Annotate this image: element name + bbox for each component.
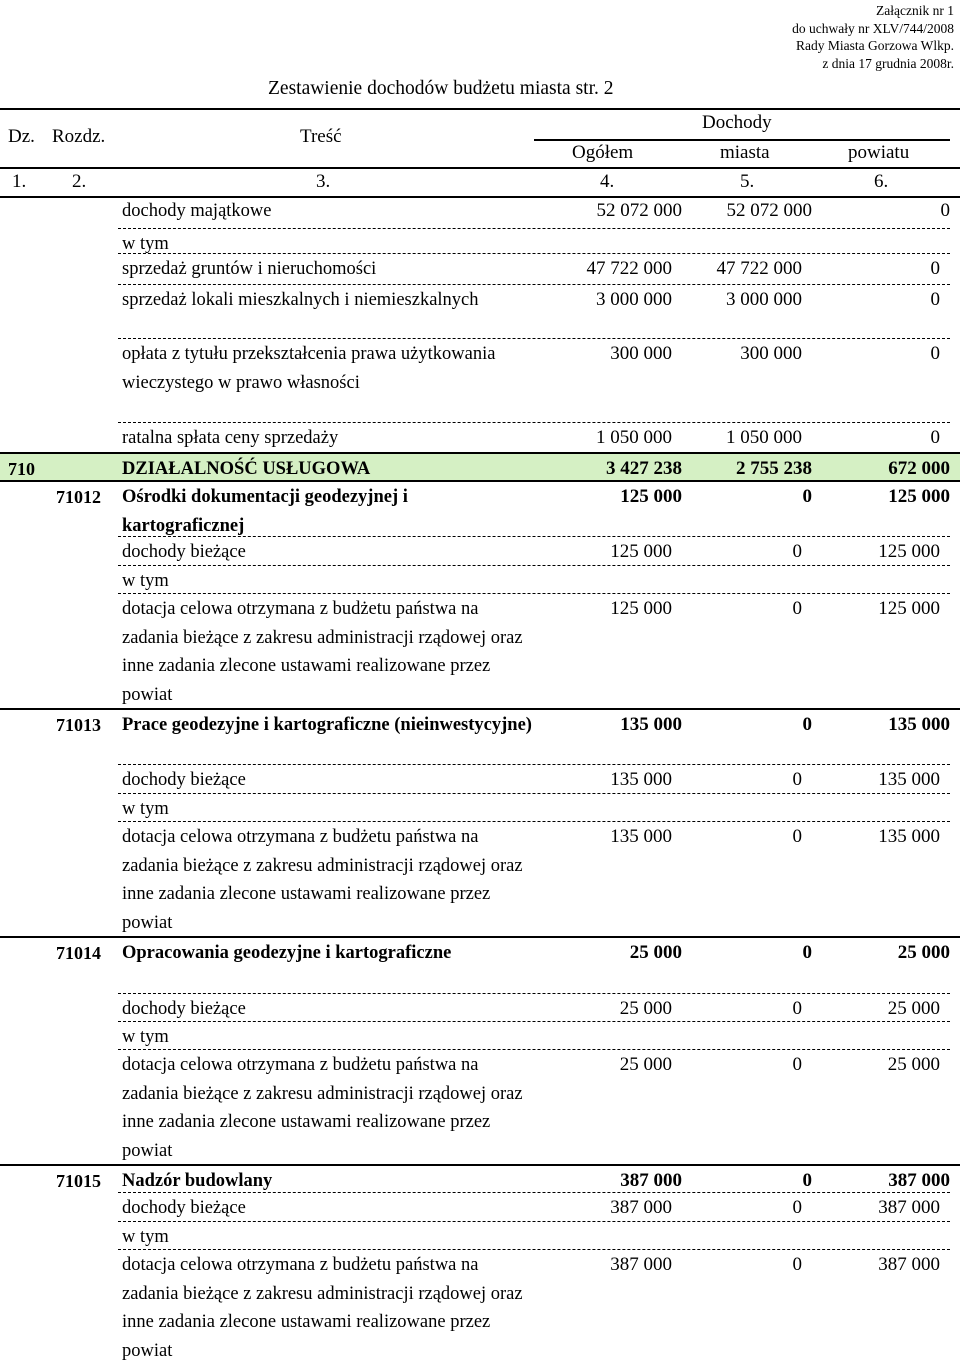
cell-powiatu: 0 [930,343,940,364]
cell-text: Ośrodki dokumentacji geodezyjnej i kartograficznej [122,487,408,536]
cell-ogolem: 387 000 [610,1254,672,1275]
cell-miasta: 0 [792,541,802,562]
cell-powiatu: 0 [930,258,940,279]
cell-rozdz: 71012 [56,487,101,507]
cell-miasta: 0 [792,1197,802,1218]
item-row [0,196,960,228]
cell-text: dochody majątkowe [122,201,272,221]
cell-miasta: 0 [792,998,802,1019]
cell-powiatu: 125 000 [878,541,940,562]
header-tresc: Treść [300,126,342,147]
cell-text: w tym [122,571,169,591]
item-row [118,253,950,284]
header-ogolem: Ogółem [572,142,634,163]
item-row [118,1192,950,1221]
cell-miasta: 0 [802,942,812,963]
cell-powiatu: 0 [940,200,950,221]
cell-text: dochody bieżące [122,999,246,1019]
chapter-row [0,708,960,764]
header-rozdz: Rozdz. [52,126,106,147]
cell-text: dotacja celowa otrzymana z budżetu państwa na zadania bieżące z zakresu administracji rządowej oraz inne zadania zlecone ustawami realizowane przez powiat [122,599,523,705]
cell-powiatu: 672 000 [888,458,950,479]
cell-text: sprzedaż gruntów i nieruchomości [122,259,377,279]
cell-ogolem: 3 000 000 [596,289,672,310]
cell-text: dochody bieżące [122,542,246,562]
cell-ogolem: 125 000 [610,541,672,562]
cell-powiatu: 25 000 [887,998,940,1019]
cell-ogolem: 52 072 000 [596,200,682,221]
cell-text: w tym [122,799,169,819]
cell-ogolem: 125 000 [610,598,672,619]
cell-ogolem: 1 050 000 [596,427,672,448]
cell-powiatu: 0 [930,289,940,310]
cell-ogolem: 135 000 [610,826,672,847]
cell-text: w tym [122,234,169,254]
cell-miasta: 52 072 000 [726,200,812,221]
cell-powiatu: 135 000 [878,826,940,847]
section-row [0,452,960,480]
cell-miasta: 0 [792,1054,802,1075]
cell-powiatu: 135 000 [878,769,940,790]
cell-ogolem: 135 000 [620,714,682,735]
annex-line: z dnia 17 grudnia 2008r. [822,55,954,71]
column-separator [118,452,119,912]
item-row [118,422,950,452]
item-row [118,821,950,936]
cell-powiatu: 125 000 [878,598,940,619]
cell-miasta: 300 000 [740,343,802,364]
cell-miasta: 3 000 000 [726,289,802,310]
cell-powiatu: 387 000 [878,1254,940,1275]
cell-text: dotacja celowa otrzymana z budżetu państwa na zadania bieżące z zakresu administracji rządowej oraz inne zadania zlecone ustawami realizowane przez powiat [122,827,523,933]
cell-dz: 710 [8,459,35,479]
including-row [118,228,950,253]
item-row [118,993,950,1021]
cell-rozdz: 71015 [56,1171,101,1191]
chapter-row [0,936,960,993]
cell-miasta: 1 050 000 [726,427,802,448]
annex-line: Rady Miasta Gorzowa Wlkp. [796,38,954,53]
cell-ogolem: 47 722 000 [586,258,672,279]
column-number-4: 4. [600,171,615,192]
cell-text: DZIAŁALNOŚĆ USŁUGOWA [122,459,371,479]
item-row [118,338,950,422]
document-title: Zestawienie dochodów budżetu miasta str. 2 [268,78,614,99]
cell-ogolem: 25 000 [619,1054,672,1075]
column-number-6: 6. [874,171,889,192]
column-separator [48,452,49,912]
including-row [118,565,950,593]
cell-text: ratalna spłata ceny sprzedaży [122,428,339,448]
cell-text: dochody bieżące [122,770,246,790]
cell-ogolem: 25 000 [629,942,682,963]
cell-miasta: 0 [802,486,812,507]
cell-rozdz: 71013 [56,715,101,735]
header-powiatu: powiatu [848,142,910,163]
cell-ogolem: 25 000 [619,998,672,1019]
cell-miasta: 2 755 238 [736,458,812,479]
cell-ogolem: 387 000 [620,1170,682,1191]
cell-miasta: 0 [792,826,802,847]
cell-text: Opracowania geodezyjne i kartograficzne [122,943,452,963]
cell-powiatu: 387 000 [878,1197,940,1218]
cell-miasta: 0 [792,1254,802,1275]
cell-ogolem: 135 000 [610,769,672,790]
annex-line: do uchwały nr XLV/744/2008 [792,20,954,36]
cell-miasta: 0 [792,769,802,790]
header-dz: Dz. [8,126,35,147]
cell-ogolem: 125 000 [620,486,682,507]
cell-ogolem: 387 000 [610,1197,672,1218]
cell-powiatu: 135 000 [888,714,950,735]
column-number-5: 5. [740,171,755,192]
column-number-3: 3. [316,171,331,192]
cell-text: dotacja celowa otrzymana z budżetu państwa na zadania bieżące z zakresu administracji rządowej oraz inne zadania zlecone ustawami realizowane przez powiat [122,1055,523,1161]
cell-rozdz: 71014 [56,943,101,963]
cell-text: sprzedaż lokali mieszkalnych i niemieszkalnych [122,290,479,310]
item-row [118,536,950,565]
cell-text: w tym [122,1027,169,1047]
header-dochody: Dochody [702,112,772,133]
chapter-row [0,480,960,536]
column-number-2: 2. [72,171,87,192]
item-row [118,764,950,793]
cell-powiatu: 387 000 [888,1170,950,1191]
cell-ogolem: 3 427 238 [606,458,682,479]
cell-text: opłata z tytułu przekształcenia prawa użytkowania wieczystego w prawo własności [122,344,496,393]
column-number-1: 1. [12,171,27,192]
including-row [118,1021,950,1049]
including-row [118,793,950,821]
cell-miasta: 0 [802,714,812,735]
cell-text: dochody bieżące [122,1198,246,1218]
cell-powiatu: 25 000 [887,1054,940,1075]
cell-text: dotacja celowa otrzymana z budżetu państwa na zadania bieżące z zakresu administracji rządowej oraz inne zadania zlecone ustawami realizowane przez powiat [122,1255,523,1361]
item-row [118,593,950,708]
header-miasta: miasta [720,142,770,163]
cell-miasta: 0 [802,1170,812,1191]
cell-ogolem: 300 000 [610,343,672,364]
cell-text: Nadzór budowlany [122,1171,273,1191]
cell-miasta: 0 [792,598,802,619]
cell-powiatu: 25 000 [897,942,950,963]
item-row [118,1249,950,1364]
item-row [118,284,950,338]
cell-powiatu: 0 [930,427,940,448]
chapter-row [0,1164,960,1192]
cell-text: Prace geodezyjne i kartograficzne (nieinwestycyjne) [122,715,532,735]
annex-line: Załącznik nr 1 [876,3,954,18]
cell-powiatu: 125 000 [888,486,950,507]
cell-text: w tym [122,1227,169,1247]
including-row [118,1221,950,1249]
item-row [118,1049,950,1164]
cell-miasta: 47 722 000 [716,258,802,279]
